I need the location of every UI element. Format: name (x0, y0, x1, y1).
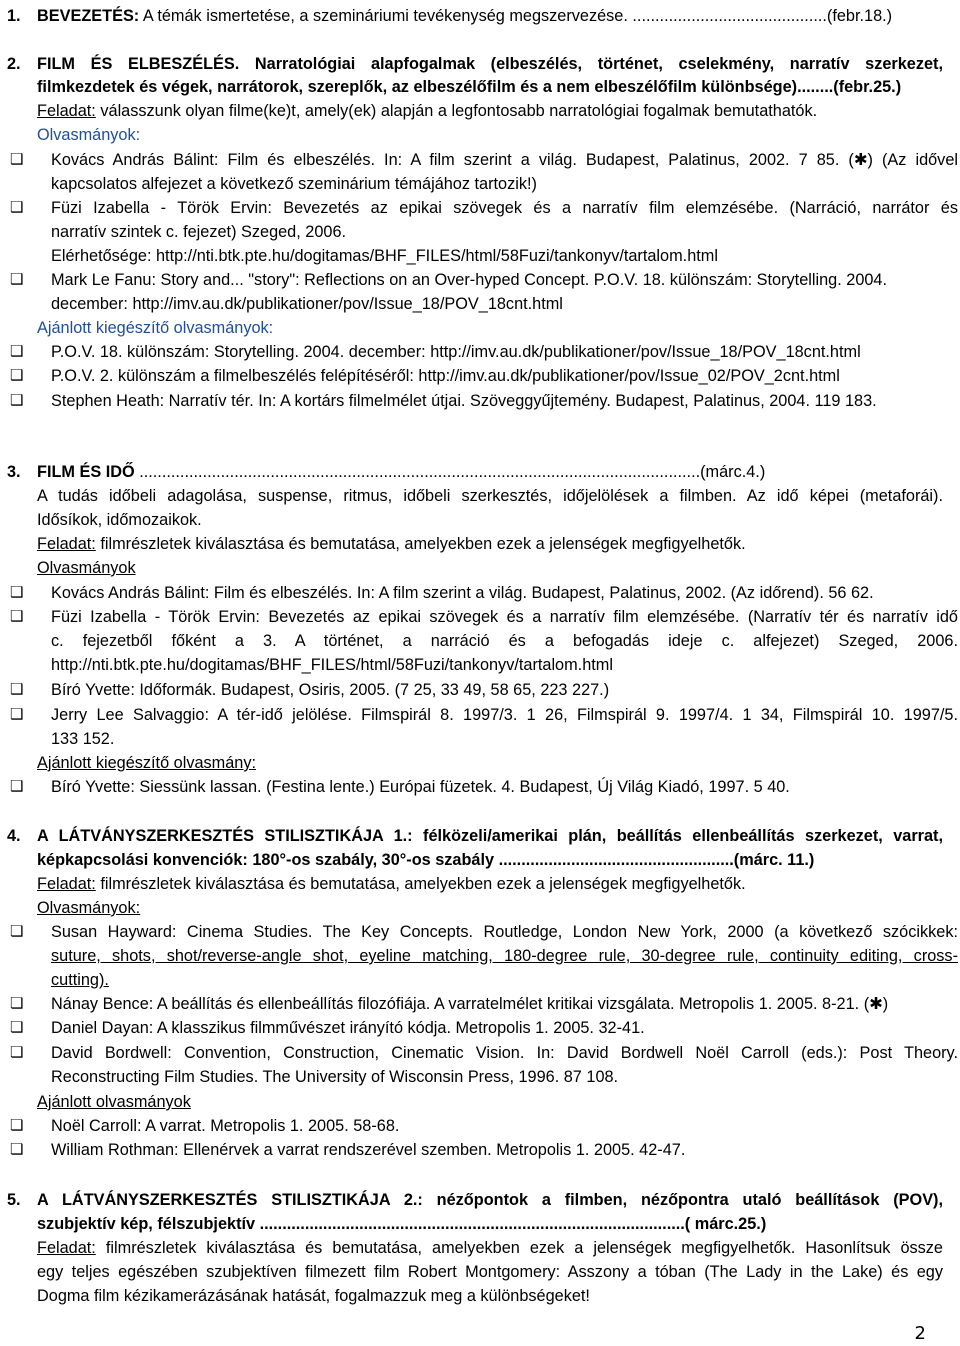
reading-item-cont: c. fejezetből főként a 3. A történet, a narráció és a befogadás ideje c. alfejezet) Szeged, 2006. (51, 632, 958, 650)
section-4-title-line-1: A LÁTVÁNYSZERKESZTÉS STILISZTIKÁJA 1.: félközeli/amerikai plán, beállítás ellenbeállítás szerkezet, varrat, (37, 827, 943, 845)
section-number: 2. (7, 55, 21, 73)
section-3-heading: FILM ÉS IDŐ ............................................................................................................................(márc.4.) (37, 463, 766, 481)
reading-item: David Bordwell: Convention, Construction, Cinematic Vision. In: David Bordwell Noël Carroll (eds.): Post Theory. (51, 1044, 958, 1062)
checkbox-bullet-icon: ❑ (10, 608, 24, 625)
checkbox-bullet-icon: ❑ (10, 199, 24, 216)
section-date: (márc.4.) (700, 463, 766, 481)
reading-link[interactable]: http://nti.btk.pte.hu/dogitamas/BHF_FILES/html/58Fuzi/tankonyv/tartalom.html (51, 656, 613, 674)
reading-item: Füzi Izabella - Török Ervin: Bevezetés az epikai szövegek és a narratív film elemzésébe. (Narráció, narrátor és (51, 199, 958, 217)
recommended-readings-label: Ajánlott olvasmányok (37, 1093, 191, 1111)
reading-item: Mark Le Fanu: Story and... "story": Reflections on an Over-hyped Concept. P.O.V. 18. különszám: Storytelling. 2004. (51, 271, 888, 289)
shadow-box-bullet-icon: ❏ (10, 1044, 24, 1061)
shadow-box-bullet-icon: ❏ (10, 995, 24, 1012)
section-5-title-line-1: A LÁTVÁNYSZERKESZTÉS STILISZTIKÁJA 2.: nézőpontok a filmben, nézőpontra utaló beállítások (POV), (37, 1191, 943, 1209)
section-4-task: Feladat: filmrészletek kiválasztása és bemutatása, amelyekben ezek a jelenségek megfigyelhetők. (37, 875, 746, 893)
section-3-desc-cont: Idősíkok, időmozaikok. (37, 511, 202, 529)
section-4-title-line-2: képkapcsolási konvenciók: 180°-os szabály, 30°-os szabály ....................................................(márc. 11.) (37, 851, 815, 869)
section-number: 4. (7, 827, 21, 845)
recommended-item: Bíró Yvette: Siessünk lassan. (Festina lente.) Európai füzetek. 4. Budapest, Új Világ Kiadó, 1997. 5 40. (51, 778, 790, 796)
section-1-text: A témák ismertetése, a szemináriumi tevékenység megszervezése. ........................................... (139, 7, 827, 25)
readings-label: Olvasmányok (37, 559, 136, 577)
readings-label: Olvasmányok: (37, 126, 141, 144)
reading-item-cont: narratív szintek c. fejezet) Szeged, 2006. (51, 223, 347, 241)
section-3-task: Feladat: filmrészletek kiválasztása és bemutatása, amelyekben ezek a jelenségek megfigyelhetők. (37, 535, 746, 553)
task-label: Feladat: (37, 102, 96, 120)
shadow-box-bullet-icon: ❏ (10, 923, 24, 940)
page-number: 2 (914, 1323, 926, 1344)
section-title: BEVEZETÉS: (37, 7, 140, 25)
checkbox-bullet-icon: ❑ (10, 392, 24, 409)
section-title: FILM ÉS IDŐ (37, 463, 135, 481)
recommended-item: Stephen Heath: Narratív tér. In: A kortárs filmelmélet útjai. Szöveggyűjtemény. Budapest, Palatinus, 2004. 119 183. (51, 392, 877, 410)
section-5-task-cont: Dogma film kézikamerázásának hatását, fogalmazzuk meg a különbségeket! (37, 1287, 590, 1305)
task-label: Feladat: (37, 535, 96, 553)
section-5-title-line-2: szubjektív kép, félszubjektív ..............................................................................................( márc.25.) (37, 1215, 767, 1233)
shadow-box-bullet-icon: ❏ (10, 1141, 24, 1158)
task-label: Feladat: (37, 1239, 96, 1257)
reading-item-cont: suture, shots, shot/reverse-angle shot, eyeline matching, 180-degree rule, 30-degree rule, continuity editing, cross- (51, 947, 958, 965)
section-2-task: Feladat: válasszunk olyan filme(ke)t, amely(ek) alapján a legfontosabb narratológiai fogalmak bemutathatók. (37, 102, 818, 120)
checkbox-bullet-icon: ❑ (10, 681, 24, 698)
reading-item: Nánay Bence: A beállítás és ellenbeállítás filozófiája. A varratelmélet kritikai vizsgálata. Metropolis 1. 2005. 8-21. (✱) (51, 995, 889, 1013)
reading-item: Kovács András Bálint: Film és elbeszélés. In: A film szerint a világ. Budapest, Palatinus, 2002. (Az időrend). 56 62. (51, 584, 874, 602)
recommended-item[interactable]: P.O.V. 2. különszám a filmelbeszélés felépítéséről: http://imv.au.dk/publikationer/pov/Issue_02/POV_2cnt.html (51, 367, 840, 385)
section-5-task-cont: egy teljes egészében szubjektíven filmezett film Robert Montgomery: Asszony a tóban (The Lady in the Lake) és egy (37, 1263, 943, 1281)
checkbox-bullet-icon: ❑ (10, 343, 24, 360)
readings-label: Olvasmányok: (37, 899, 141, 917)
section-2-title-line-1: FILM ÉS ELBESZÉLÉS. Narratológiai alapfogalmak (elbeszélés, történet, cselekmény, narratív szerkezet, (37, 55, 943, 73)
section-date: (febr.18.) (826, 7, 893, 25)
checkbox-bullet-icon: ❑ (10, 367, 24, 384)
section-5-task: Feladat: filmrészletek kiválasztása és bemutatása, amelyekben ezek a jelenségek megfigyelhetők. Hasonlítsuk össze (37, 1239, 943, 1257)
recommended-readings-label: Ajánlott kiegészítő olvasmányok: (37, 319, 274, 337)
section-number: 1. (7, 7, 21, 25)
reading-item-cont: kapcsolatos alfejezet a következő szeminárium témájához tartozik!) (51, 175, 537, 193)
section-2-title-line-2: filmkezdetek és végek, narrátorok, szereplők, az elbeszélőfilm és a nem elbeszélőfilm különbsége)........(febr.25.) (37, 78, 902, 96)
checkbox-bullet-icon: ❑ (10, 271, 24, 288)
reading-item: Daniel Dayan: A klasszikus filmművészet irányító kódja. Metropolis 1. 2005. 32-41. (51, 1019, 645, 1037)
checkbox-bullet-icon: ❑ (10, 151, 24, 168)
shadow-box-bullet-icon: ❏ (10, 1117, 24, 1134)
checkbox-bullet-icon: ❑ (10, 584, 24, 601)
task-label: Feladat: (37, 875, 96, 893)
recommended-item: Noël Carroll: A varrat. Metropolis 1. 2005. 58-68. (51, 1117, 400, 1135)
reading-link[interactable]: Elérhetősége: http://nti.btk.pte.hu/dogitamas/BHF_FILES/html/58Fuzi/tankonyv/tartalom.html (51, 247, 718, 265)
section-number: 3. (7, 463, 21, 481)
shadow-box-bullet-icon: ❏ (10, 1019, 24, 1036)
recommended-readings-label: Ajánlott kiegészítő olvasmány: (37, 754, 257, 772)
reading-link[interactable]: december: http://imv.au.dk/publikationer/pov/Issue_18/POV_18cnt.html (51, 295, 563, 313)
reading-item: Bíró Yvette: Időformák. Budapest, Osiris, 2005. (7 25, 33 49, 58 65, 223 227.) (51, 681, 610, 699)
checkbox-bullet-icon: ❑ (10, 706, 24, 723)
reading-item: Susan Hayward: Cinema Studies. The Key Concepts. Routledge, London New York, 2000 (a következő szócikkek: (51, 923, 958, 941)
reading-item-cont: 133 152. (51, 730, 115, 748)
section-number: 5. (7, 1191, 21, 1209)
section-3-desc: A tudás időbeli adagolása, suspense, ritmus, időbeli szerkesztés, időjelölések a filmben. Az idő képei (metaforái). (37, 487, 943, 505)
recommended-item[interactable]: P.O.V. 18. különszám: Storytelling. 2004. december: http://imv.au.dk/publikationer/pov/Issue_18/POV_18cnt.html (51, 343, 861, 361)
reading-item-cont: cutting). (51, 971, 109, 989)
section-1-heading (37, 6, 892, 26)
reading-item: Füzi Izabella - Török Ervin: Bevezetés az epikai szövegek és a narratív film elemzésébe. (Narratív tér és narratív idő (51, 608, 958, 626)
checkbox-bullet-icon: ❑ (10, 778, 24, 795)
reading-item-cont: Reconstructing Film Studies. The University of Wisconsin Press, 1996. 87 108. (51, 1068, 619, 1086)
recommended-item: William Rothman: Ellenérvek a varrat rendszerével szemben. Metropolis 1. 2005. 42-47. (51, 1141, 686, 1159)
reading-item: Kovács András Bálint: Film és elbeszélés. In: A film szerint a világ. Budapest, Palatinus, 2002. 7 85. (✱) (Az idővel (51, 151, 958, 169)
reading-item: Jerry Lee Salvaggio: A tér-idő jelölése. Filmspirál 8. 1997/3. 1 26, Filmspirál 9. 1997/4. 1 34, Filmspirál 10. 1997/5. (51, 706, 958, 724)
